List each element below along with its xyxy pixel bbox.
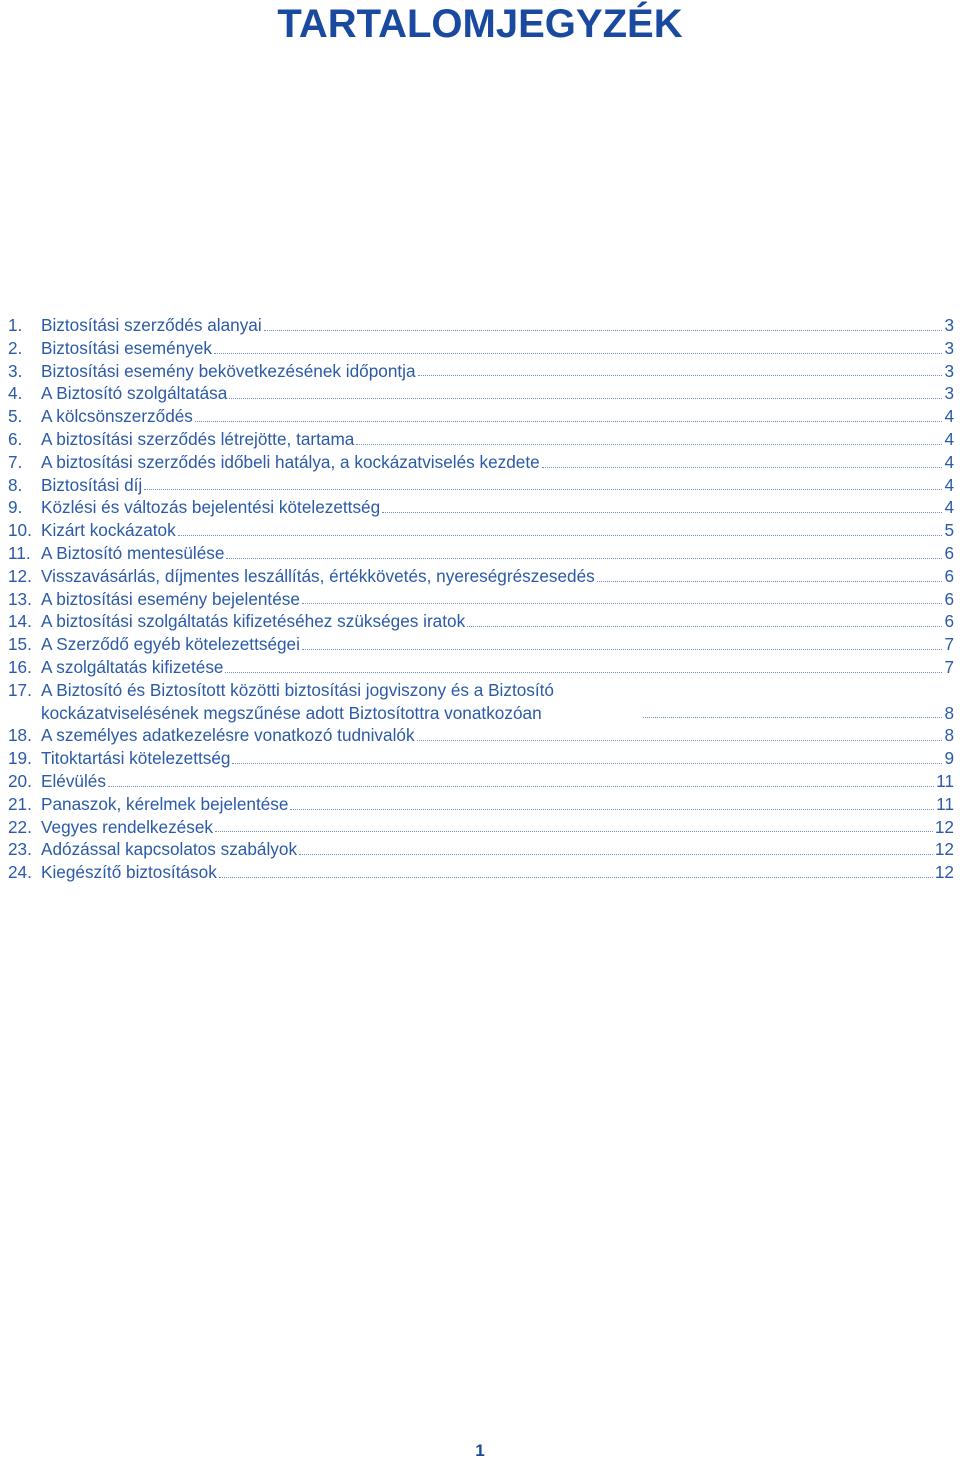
toc-entry-body	[41, 793, 954, 816]
toc-entry-number: 20.	[8, 770, 32, 791]
toc-entry[interactable]	[8, 519, 954, 542]
toc-entry[interactable]	[8, 816, 954, 839]
toc-entry-number: 12.	[8, 565, 32, 586]
toc-entry[interactable]	[8, 861, 954, 884]
toc-entry[interactable]	[8, 610, 954, 633]
toc-entry-title: Biztosítási események	[41, 337, 212, 358]
dot-leader	[178, 535, 943, 536]
toc-entry-page: 12	[934, 816, 954, 837]
toc-entry[interactable]	[8, 747, 954, 770]
toc-entry[interactable]	[8, 382, 954, 405]
toc-entry-body	[41, 656, 954, 679]
toc-entry-body	[41, 519, 954, 542]
toc-entry-body	[41, 633, 954, 656]
dot-leader	[302, 603, 943, 604]
toc-entry-number: 6.	[8, 428, 23, 449]
dot-leader	[542, 467, 943, 468]
toc-entry[interactable]	[8, 542, 954, 565]
toc-entry-number: 18.	[8, 725, 32, 746]
toc-entry-body	[41, 360, 954, 383]
toc-entry-page: 6	[944, 542, 954, 563]
toc-entry-number: 15.	[8, 634, 32, 655]
toc-entry[interactable]	[8, 588, 954, 611]
dot-leader	[232, 763, 942, 764]
toc-entry-page: 4	[944, 451, 954, 472]
toc-entry-number: 19.	[8, 748, 32, 769]
toc-entry-body	[41, 770, 954, 793]
toc-entry-title: A szolgáltatás kifizetése	[41, 656, 224, 677]
page-number: 1	[475, 1441, 485, 1460]
toc-entry-page: 3	[944, 360, 954, 381]
toc-entry-page: 4	[944, 406, 954, 427]
toc-entry-number: 16.	[8, 656, 32, 677]
toc-entry-body	[41, 565, 954, 588]
toc-entry-number: 7.	[8, 451, 23, 472]
dot-leader	[356, 444, 942, 445]
table-of-contents	[8, 314, 954, 884]
toc-entry-title: Vegyes rendelkezések	[41, 816, 213, 837]
toc-entry-title: Elévülés	[41, 770, 106, 791]
toc-entry[interactable]	[8, 838, 954, 861]
dot-leader	[382, 512, 942, 513]
toc-entry-body	[41, 679, 954, 725]
toc-entry-page: 8	[944, 702, 954, 723]
toc-entry-body	[41, 747, 954, 770]
toc-entry-page: 4	[944, 474, 954, 495]
toc-entry[interactable]	[8, 337, 954, 360]
toc-entry-page: 7	[944, 634, 954, 655]
toc-entry-number: 3.	[8, 360, 23, 381]
toc-entry[interactable]	[8, 724, 954, 747]
toc-entry-page: 5	[944, 520, 954, 541]
toc-entry-number: 13.	[8, 588, 32, 609]
toc-entry[interactable]	[8, 656, 954, 679]
toc-entry[interactable]	[8, 679, 954, 725]
toc-entry[interactable]	[8, 793, 954, 816]
dot-leader	[302, 649, 943, 650]
toc-entry-number: 10.	[8, 520, 32, 541]
toc-entry-title: A biztosítási szerződés időbeli hatálya, a kockázatviselés kezdete	[41, 451, 540, 472]
toc-entry-page: 8	[944, 725, 954, 746]
toc-entry-page: 3	[944, 315, 954, 335]
toc-entry-number: 21.	[8, 793, 32, 814]
toc-entry-page: 6	[944, 565, 954, 586]
toc-entry-number: 24.	[8, 862, 32, 883]
toc-entry-number: 5.	[8, 406, 23, 427]
dot-leader	[229, 398, 942, 399]
dot-leader	[219, 877, 933, 878]
toc-entry-title: Panaszok, kérelmek bejelentése	[41, 793, 289, 814]
toc-entry-body	[41, 542, 954, 565]
dot-leader	[195, 421, 943, 422]
dot-leader	[467, 626, 942, 627]
dot-leader	[108, 786, 934, 787]
toc-entry[interactable]	[8, 565, 954, 588]
toc-entry-number: 17.	[8, 679, 32, 700]
toc-entry-page: 4	[944, 497, 954, 518]
toc-entry[interactable]	[8, 451, 954, 474]
toc-entry-title: Kiegészítő biztosítások	[41, 862, 217, 883]
dot-leader	[290, 809, 934, 810]
toc-entry-body	[41, 588, 954, 611]
toc-entry-number: 22.	[8, 816, 32, 837]
toc-entry-title: A Biztosító szolgáltatása	[41, 383, 228, 404]
toc-entry-title: Közlési és változás bejelentési kötelezettség	[41, 497, 381, 518]
toc-entry-page: 11	[936, 770, 954, 791]
toc-entry-title: Visszavásárlás, díjmentes leszállítás, értékkövetés, nyereségrészesedés	[41, 565, 595, 586]
toc-entry-body	[41, 474, 954, 497]
toc-entry-page: 4	[944, 428, 954, 449]
dot-leader	[264, 330, 943, 331]
toc-entry-title: Titoktartási kötelezettség	[41, 748, 231, 769]
toc-entry-title: A Szerződő egyéb kötelezettségei	[41, 634, 300, 655]
toc-entry-title: Adózással kapcsolatos szabályok	[41, 839, 298, 860]
toc-entry-title: A biztosítási esemény bejelentése	[41, 588, 300, 609]
toc-entry-title: A kölcsönszerződés	[41, 406, 193, 427]
toc-entry-body	[41, 405, 954, 428]
toc-entry-number: 11.	[8, 542, 31, 563]
toc-entry-number: 14.	[8, 611, 32, 632]
toc-entry[interactable]	[8, 428, 954, 451]
toc-entry-title: A személyes adatkezelésre vonatkozó tudnivalók	[41, 725, 415, 746]
toc-entry[interactable]	[8, 474, 954, 497]
dot-leader	[597, 581, 943, 582]
toc-entry-page: 12	[934, 839, 954, 860]
toc-entry-number: 8.	[8, 474, 23, 495]
toc-entry-page: 6	[944, 588, 954, 609]
toc-entry-body	[41, 382, 954, 405]
toc-entry[interactable]	[8, 405, 954, 428]
toc-entry-title: A biztosítási szolgáltatás kifizetéséhez szükséges iratok	[41, 611, 466, 632]
toc-entry-page: 3	[944, 383, 954, 404]
toc-entry-body	[41, 428, 954, 451]
dot-leader	[417, 740, 943, 741]
toc-entry-page: 12	[934, 862, 954, 883]
toc-entry-page: 3	[944, 337, 954, 358]
toc-entry-title: A biztosítási szerződés létrejötte, tartama	[41, 428, 355, 449]
toc-entry[interactable]	[8, 360, 954, 383]
toc-entry-body	[41, 816, 954, 839]
toc-entry-number: 9.	[8, 497, 23, 518]
dot-leader	[643, 717, 942, 718]
dot-leader	[144, 489, 942, 490]
toc-entry[interactable]	[8, 770, 954, 793]
toc-entry-number: 1.	[8, 315, 23, 335]
page-title: TARTALOMJEGYZÉK	[277, 2, 683, 46]
toc-entry-body	[41, 496, 954, 519]
toc-entry-title: Biztosítási díj	[41, 474, 143, 495]
toc-entry-page: 11	[936, 793, 954, 814]
toc-entry-number: 2.	[8, 337, 23, 358]
toc-entry-title: Biztosítási esemény bekövetkezésének időpontja	[41, 360, 416, 381]
toc-entry-number: 4.	[8, 383, 23, 404]
dot-leader	[215, 831, 933, 832]
dot-leader	[418, 375, 943, 376]
toc-entry-page: 7	[944, 656, 954, 677]
dot-leader	[299, 854, 933, 855]
toc-entry-page: 6	[944, 611, 954, 632]
toc-entry-body	[41, 838, 954, 861]
toc-entry-body	[41, 724, 954, 747]
toc-entry[interactable]	[8, 314, 954, 337]
toc-entry[interactable]	[8, 633, 954, 656]
toc-entry-body	[41, 314, 954, 337]
toc-entry-body	[41, 337, 954, 360]
toc-entry-title: Biztosítási szerződés alanyai	[41, 315, 262, 335]
toc-entry-body	[41, 610, 954, 633]
toc-entry-title: A Biztosító és Biztosított közötti biztosítási jogviszony és a Biztosító kockázatviselésének megszűnése adott Biztosítottra vonatkozóan	[41, 679, 554, 723]
toc-entry-number: 23.	[8, 839, 32, 860]
dot-leader	[226, 558, 942, 559]
toc-entry-title: Kizárt kockázatok	[41, 520, 176, 541]
dot-leader	[225, 672, 942, 673]
toc-entry-page: 9	[944, 748, 954, 769]
toc-entry[interactable]	[8, 496, 954, 519]
toc-entry-body	[41, 451, 954, 474]
toc-entry-body	[41, 861, 954, 884]
dot-leader	[214, 353, 942, 354]
toc-entry-title: A Biztosító mentesülése	[41, 542, 225, 563]
